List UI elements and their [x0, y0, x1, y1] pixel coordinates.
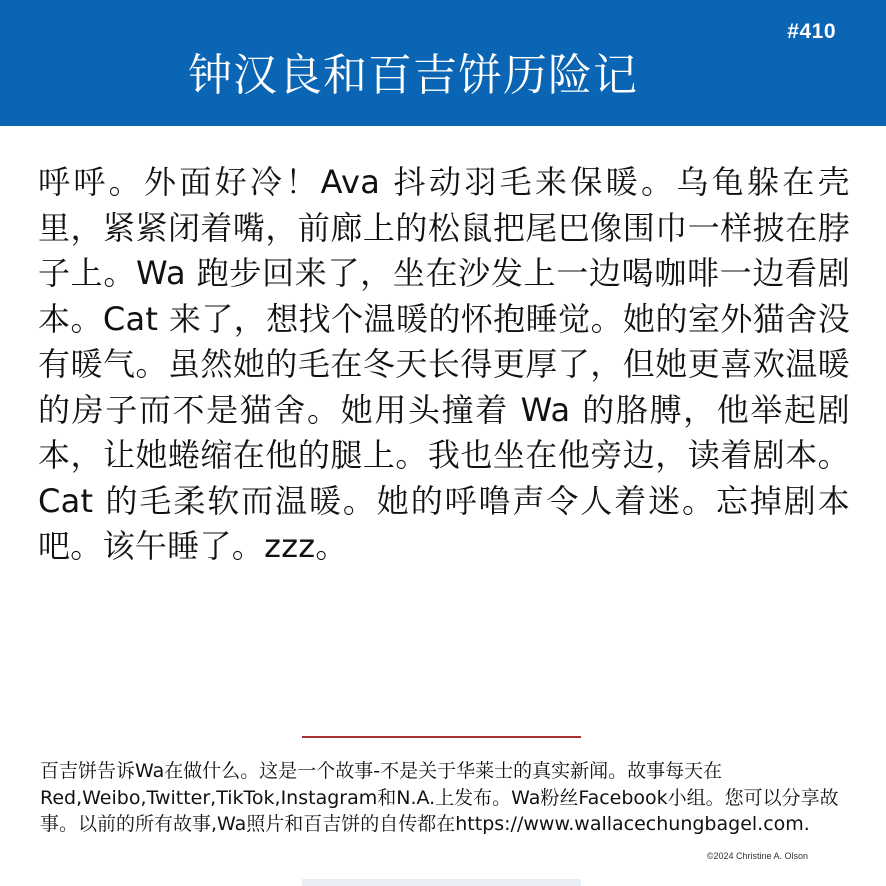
page-title: 钟汉良和百吉饼历险记 — [188, 50, 638, 101]
copyright-notice: ©2024 Christine A. Olson — [706, 851, 808, 861]
section-divider — [302, 736, 581, 738]
footer-note: 百吉饼告诉Wa在做什么。这是一个故事-不是关于华莱士的真实新闻。故事每天在Red,Weibo,Twitter,TikTok,Instagram和N.A.上发布。Wa粉丝Facebook小组。您可以分享故事。以前的所有故事,Wa照片和百吉饼的自传都在https://www.wallacechungbagel.com. — [40, 760, 839, 835]
episode-number: #410 — [787, 20, 836, 43]
header-banner — [0, 0, 886, 126]
story-text: 呼呼。外面好冷！Ava 抖动羽毛来保暖。乌龟躲在壳里，紧紧闭着嘴，前廊上的松鼠把尾巴像围巾一样披在脖子上。Wa 跑步回来了，坐在沙发上一边喝咖啡一边看剧本。Cat 来了，想找个温暖的怀抱睡觉。她的室外猫舍没有暖气。虽然她的毛在冬天长得更厚了，但她更喜欢温暖的房子而不是猫舍。她用头撞着 Wa 的胳膊，他举起剧本，让她蜷缩在他的腿上。我也坐在他旁边，读着剧本。Cat 的毛柔软而温暖。她的呼噜声令人着迷。忘掉剧本吧。该午睡了。zzz。 — [38, 163, 850, 565]
bottom-edge-strip — [302, 879, 581, 886]
